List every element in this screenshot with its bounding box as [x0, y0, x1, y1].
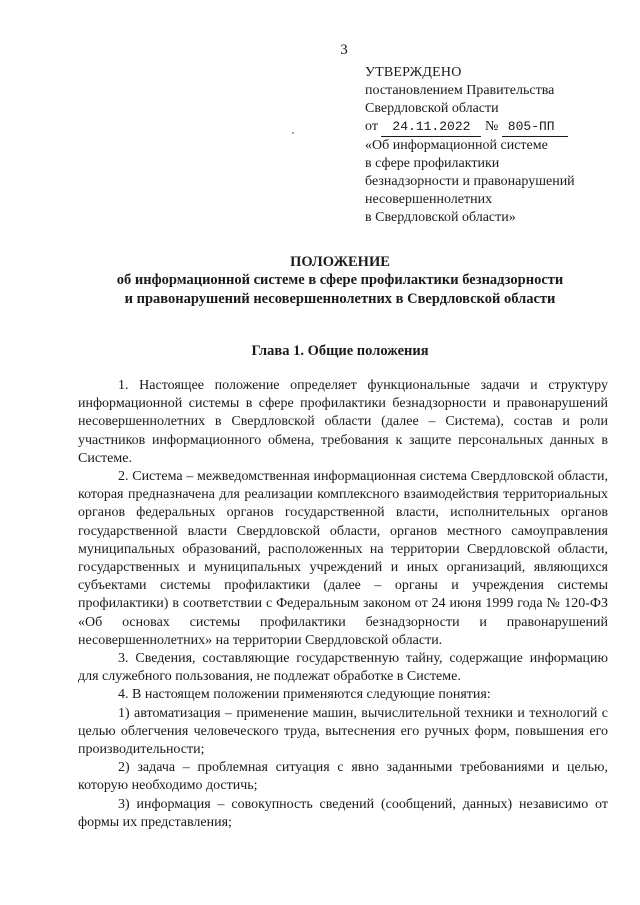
document-title: ПОЛОЖЕНИЕ	[290, 254, 390, 270]
document-subtitle-line-1: об информационной системе в сфере профилактики безнадзорности	[116, 272, 564, 288]
definition-2: 2) задача – проблемная ситуация с явно заданными требованиями и целью, которую необходимо достичь;	[78, 760, 608, 794]
paragraph-2: 2. Система – межведомственная информационная система Свердловской области, которая предназначена для реализации комплексного взаимодействия территориальных органов федеральных органов государственной власти, исполнительных органов государственной власти Свердловской области, органов местного самоуправления муниципальных образований, расположенных на территории Свердловской области, государственных и муниципальных учреждений и иных организаций, являющихся субъектами системы профилактики (далее – органы и учреждения системы профилактики) в соответствии с Федеральным законом от 24 июня 1999 года № 120-ФЗ «Об основах системы профилактики безнадзорности и правонарушений несовершеннолетних» на территории Свердловской области.	[78, 469, 608, 648]
definition-1: 1) автоматизация – применение машин, вычислительной техники и технологий с целью облегчения человеческого труда, вытеснения его ручных форм, повышения его производительности;	[78, 705, 608, 758]
document-body	[78, 377, 608, 832]
number-prefix: №	[484, 119, 499, 134]
definition-3: 3) информация – совокупность сведений (сообщений, данных) независимо от формы их представления;	[78, 796, 608, 830]
approval-date-line	[365, 118, 625, 137]
approval-line-6: безнадзорности и правонарушений	[365, 174, 575, 189]
approval-line-2: Свердловской области	[365, 101, 499, 116]
paragraph-1: 1. Настоящее положение определяет функциональные задачи и структуру информационной системы в сфере профилактики безнадзорности и правонарушений несовершеннолетних в Свердловской области (далее – Система), состав и роли участников информационного обмена, требования к защите персональных данных в Системе.	[78, 378, 608, 466]
approval-heading: УТВЕРЖДЕНО	[365, 65, 462, 80]
chapter-heading: Глава 1. Общие положения	[251, 343, 429, 359]
paragraph-4: 4. В настоящем положении применяются следующие понятия:	[118, 687, 491, 703]
approval-block	[365, 64, 625, 227]
scan-speck	[292, 132, 294, 134]
approval-date: 24.11.2022	[381, 118, 481, 137]
approval-number: 805-ПП	[502, 118, 568, 137]
approval-line-7: несовершеннолетних	[365, 192, 493, 207]
paragraph-3: 3. Сведения, составляющие государственную тайну, содержащие информацию для служебного пользования, не подлежат обработке в Системе.	[78, 651, 608, 685]
approval-line-1: постановлением Правительства	[365, 83, 555, 98]
approval-line-4: «Об информационной системе	[365, 138, 548, 153]
approval-line-8: в Свердловской области»	[365, 210, 516, 225]
document-subtitle-line-2: и правонарушений несовершеннолетних в Свердловской области	[124, 291, 556, 307]
page-number: 3	[340, 42, 348, 58]
date-prefix: от	[365, 119, 378, 134]
approval-line-5: в сфере профилактики	[365, 156, 500, 171]
